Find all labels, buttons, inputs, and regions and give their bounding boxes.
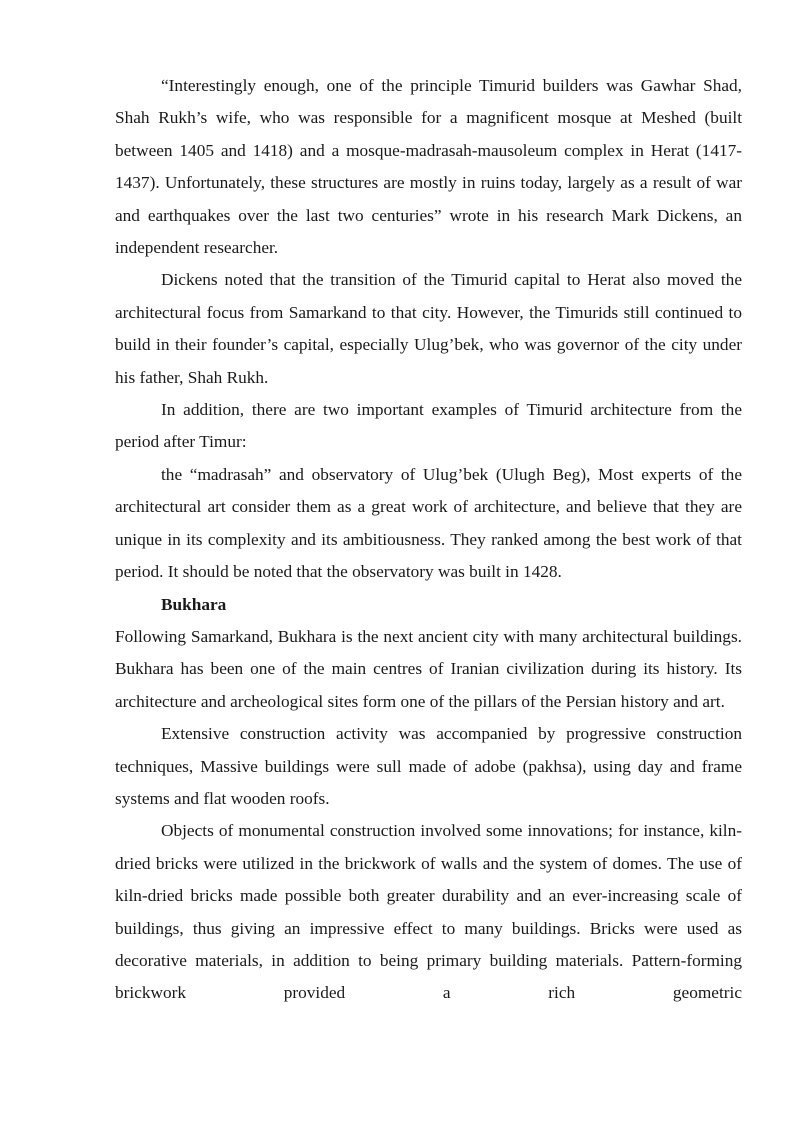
- section-heading-bukhara: Bukhara: [161, 594, 227, 614]
- paragraph-construction-activity: Extensive construction activity was accompanied by progressive construction techniques, Massive buildings were sull made of adobe (pakhsa), using day and frame systems and flat wooden roofs.: [115, 724, 742, 808]
- paragraph-gawhar-shad: “Interestingly enough, one of the principle Timurid builders was Gawhar Shad, Shah Rukh’s wife, who was responsible for a magnificent mosque at Meshed (built between 1405 and 1418) and a mosque-madrasah-mausoleum complex in Herat (1417-1437). Unfortunately, these structures are mostly in ruins today, largely as a result of war and earthquakes over the last two centuries” wrote in his research Mark Dickens, an independent researcher.: [115, 76, 742, 258]
- paragraph-timurid-examples: In addition, there are two important examples of Timurid architecture from the period after Timur:: [115, 400, 742, 452]
- text-body: [115, 70, 742, 1010]
- paragraph-dickens-herat: Dickens noted that the transition of the Timurid capital to Herat also moved the architectural focus from Samarkand to that city. However, the Timurids still continued to build in their founder’s capital, especially Ulug’bek, who was governor of the city under his father, Shah Rukh.: [115, 270, 742, 387]
- paragraph-ulugbek-observatory: the “madrasah” and observatory of Ulug’bek (Ulugh Beg), Most experts of the architectural art consider them as a great work of architecture, and believe that they are unique in its complexity and its ambitiousness. They ranked among the best work of that period. It should be noted that the observatory was built in 1428.: [115, 464, 742, 582]
- paragraph-bukhara-intro: Following Samarkand, Bukhara is the next ancient city with many architectural buildings. Bukhara has been one of the main centres of Iranian civilization during its history. Its architecture and archeological sites form one of the pillars of the Persian history and art.: [115, 626, 742, 711]
- paragraph-monumental-construction: Objects of monumental construction involved some innovations; for instance, kiln-dried bricks were utilized in the brickwork of walls and the system of domes. The use of kiln-dried bricks made possible both greater durability and an ever-increasing scale of buildings, thus giving an impressive effect to many buildings. Bricks were used as decorative materials, in addition to being primary building materials. Pattern-forming brickwork provided a rich geometric: [115, 821, 742, 1003]
